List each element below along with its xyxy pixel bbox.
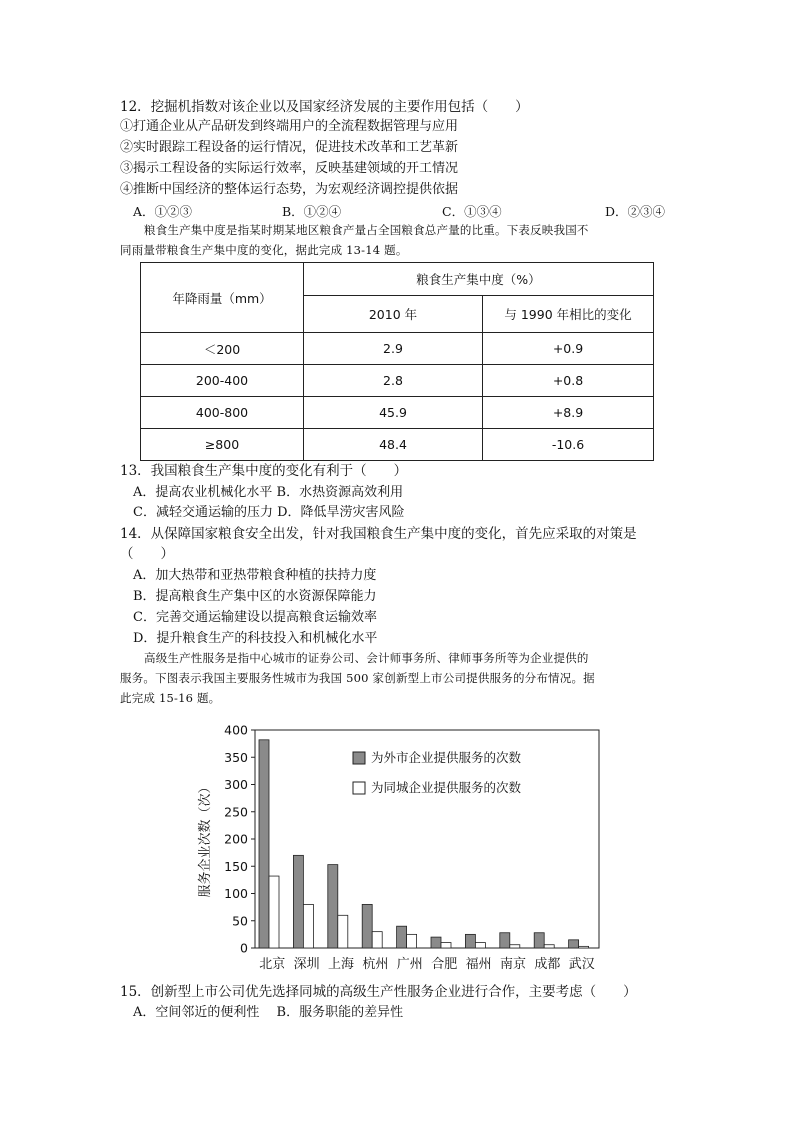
q14-stem-paren: （ ） [120,546,174,562]
q14-option-c: C．完善交通运输建设以提高粮食运输效率 [133,610,377,625]
table-row [141,397,654,429]
cell-rain: 200-400 [141,365,304,397]
bar-same-city [269,876,279,948]
bar-outside-city [362,904,372,948]
q13-options-ab: A．提高农业机械化水平 B．水热资源高效利用 [133,485,404,500]
cell-change: +8.9 [483,397,654,429]
cell-rain: 400-800 [141,397,304,429]
bar-same-city [372,932,382,948]
y-tick-label: 50 [232,913,248,929]
q12-item-2: ②实时跟踪工程设备的运行情况，促进技术改革和工艺革新 [120,140,459,155]
y-tick-label: 200 [224,831,248,847]
cell-2010: 48.4 [304,429,483,461]
bar-same-city [303,904,313,948]
header-change: 与 1990 年相比的变化 [483,296,654,333]
y-tick-label: 300 [224,777,248,792]
legend-swatch-same [353,782,365,794]
intro-13-line-2: 同雨量带粮食生产集中度的变化，据此完成 13-14 题。 [120,243,408,257]
cell-rain: ≥800 [141,429,304,461]
bar-outside-city [397,926,407,948]
q12-choice-a: A．①②③ [133,204,193,219]
legend-swatch-outside [353,752,365,764]
intro-15-line-3: 此完成 15-16 题。 [120,691,221,705]
x-category-label: 武汉 [568,957,595,972]
q14-option-d: D．提升粮食生产的科技投入和机械化水平 [133,631,378,646]
legend-label-outside: 为外市企业提供服务的次数 [371,750,522,765]
intro-15-16 [120,648,660,708]
bar-same-city [338,915,348,948]
table-row [141,429,654,461]
cell-change: +0.8 [483,365,654,397]
intro-15-line-2: 服务。下图表示我国主要服务性城市为我国 500 家创新型上市公司提供服务的分布情况。据 [120,671,595,685]
y-tick-label: 0 [240,940,248,956]
intro-15-line-1: 高级生产性服务是指中心城市的证券公司、会计师事务所、律师事务所等为企业提供的 [144,651,589,665]
q14-stem: 14．从保障国家粮食安全出发，针对我国粮食生产集中度的变化，首先应采取的对策是 [120,526,637,542]
bar-outside-city [534,933,544,948]
table-row [141,365,654,397]
q12-choice-b: B．①②④ [282,204,342,219]
y-tick-label: 100 [224,886,248,901]
bar-same-city [407,934,417,948]
cell-rain: ＜200 [141,333,304,365]
bar-outside-city [431,937,441,948]
header-rainfall: 年降雨量（mm） [141,263,304,333]
q12-stem: 12．挖掘机指数对该企业以及国家经济发展的主要作用包括（ ） [120,99,529,115]
table-row [141,333,654,365]
legend-label-same: 为同城企业提供服务的次数 [371,780,522,795]
x-category-label: 南京 [499,957,527,972]
q12-choice-d: D．②③④ [605,204,666,219]
bar-outside-city [259,740,269,948]
x-category-label: 杭州 [362,957,389,972]
q15-stem: 15．创新型上市公司优先选择同城的高级生产性服务企业进行合作，主要考虑（ ） [120,984,637,1000]
y-tick-label: 400 [224,722,248,738]
x-category-label: 深圳 [293,957,320,972]
x-category-label: 上海 [327,957,355,972]
bar-outside-city [328,865,338,948]
cell-2010: 45.9 [304,397,483,429]
intro-13-line-1: 粮食生产集中度是指某时期某地区粮食产量占全国粮食总产量的比重。下表反映我国不 [144,223,589,237]
q14-option-b: B．提高粮食生产集中区的水资源保障能力 [133,589,377,604]
x-category-label: 合肥 [431,957,458,972]
q13-options-cd: C．减轻交通运输的压力 D．降低旱涝灾害风险 [133,505,405,520]
bar-same-city [510,945,520,948]
q12-item-3: ③揭示工程设备的实际运行效率，反映基建领域的开工情况 [120,161,459,176]
q15-options-ab: A．空间邻近的便利性 B．服务职能的差异性 [133,1005,404,1020]
cell-change: +0.9 [483,333,654,365]
intro-13-14 [120,220,660,260]
q12-item-1: ①打通企业从产品研发到终端用户的全流程数据管理与应用 [120,119,459,134]
bar-outside-city [500,933,510,948]
cell-change: -10.6 [483,429,654,461]
bar-same-city [475,943,485,948]
bar-same-city [441,943,451,948]
header-concentration: 粮食生产集中度（%） [304,263,654,296]
y-tick-label: 350 [224,749,248,765]
bar-same-city [579,946,589,948]
y-tick-label: 250 [224,804,248,820]
cell-2010: 2.9 [304,333,483,365]
bar-same-city [544,945,554,948]
cell-2010: 2.8 [304,365,483,397]
q14-option-a: A．加大热带和亚热带粮食种植的扶持力度 [133,568,377,583]
x-category-label: 成都 [534,957,561,972]
grain-concentration-table [140,262,654,461]
x-category-label: 广州 [396,957,423,972]
bar-outside-city [465,934,475,948]
bar-outside-city [293,855,303,948]
y-tick-label: 150 [224,858,248,874]
q12-item-4: ④推断中国经济的整体运行态势，为宏观经济调控提供依据 [120,182,459,197]
x-category-label: 北京 [259,957,286,972]
y-axis-label: 服务企业次数（次） [198,780,213,898]
q12-choice-c: C．①③④ [442,204,502,219]
bar-outside-city [569,940,579,948]
service-bar-chart [195,720,615,980]
header-2010: 2010 年 [304,296,483,333]
q13-stem: 13．我国粮食生产集中度的变化有利于（ ） [120,463,408,479]
x-category-label: 福州 [465,957,492,972]
